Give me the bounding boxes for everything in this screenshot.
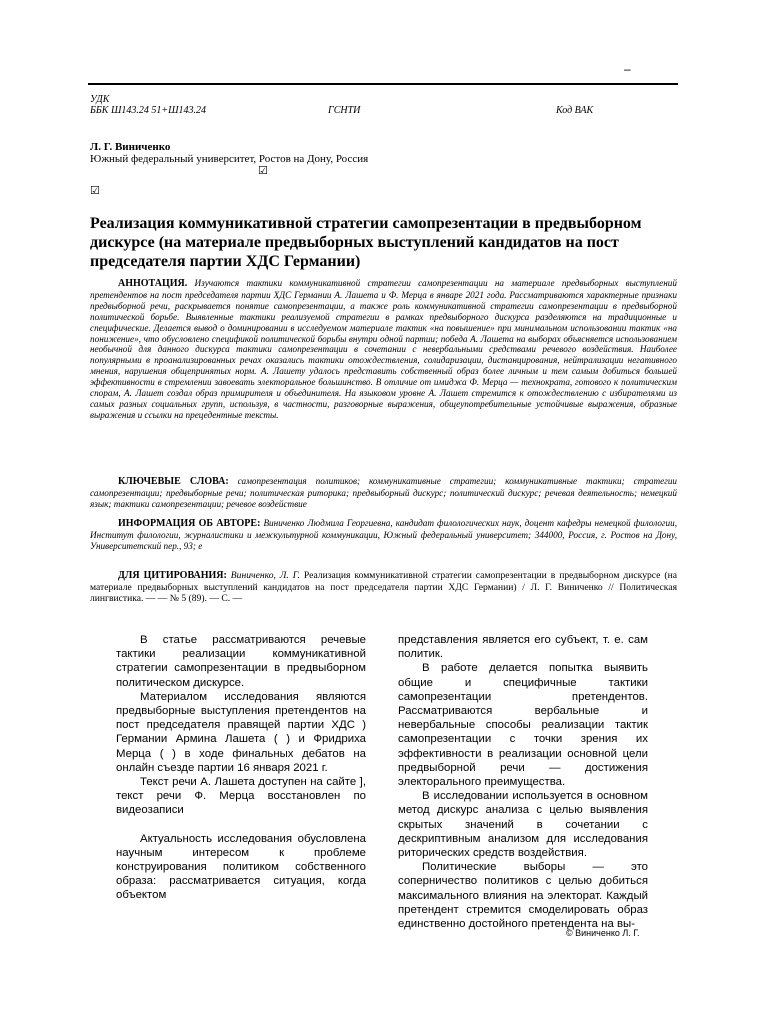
paragraph: Текст речи А. Лашета доступен на сайте ], текст речи Ф. Мерца восстановлен по видеозаписи: [116, 776, 366, 817]
paragraph: Политические выборы — это соперничество политиков с целью добиться максимального влияния на электорат. Каждый претендент стремится смоделировать образ единственно достойного претендента на вы-: [398, 861, 648, 931]
keywords-label: КЛЮЧЕВЫЕ СЛОВА:: [118, 476, 229, 487]
abstract-text: Изучаются тактики коммуникативной стратегии самопрезентации на материале предвыборных выступлений претендентов на пост председателя партии ХДС Германии А. Лашета и Ф. Мерца в январе 2021 года. Рассматриваются характерные признаки предвыборной речи, раскрывается понятие самопрезентации, а также роль коммуникативной стратегии самопрезентации в предвыборной политической борьбе. Выявленные тактики реализуемой стратегии в рамках предвыборного дискурса разделяются на традиционные и специфические. Делается вывод о доминировании в исследуемом материале тактик «на повышение» при минимальном использовании тактик «на понижение», что обусловлено спецификой политической борьбы внутри одной партии; победа А. Лашета на выборах объясняется использованием необычной для данного дискурса тактики самопрезентации в сочетании с невербальными средствами речевого воздействия. Наиболее популярными в проанализированных речах оказались тактики отождествления, солидаризации, дистанцирования, нейтрализации негативного мнения, нарушения общепринятых норм. А. Лашету удалось представить собственный образ более личным и тем самым добиться большей эффективности в стремлении завоевать электоральное большинство. В отличие от имиджа Ф. Мерца — технократа, готового к политическим спорам, А. Лашет создал образ примирителя и объединителя. На языковом уровне А. Лашет стремится к отождествлению с избирателями из самых разных социальных групп, используя, в частности, разговорные выражения, общеупотребительные устойчивые выражения, образные выражения и ссылки на прецедентные тексты.: [90, 278, 677, 420]
gsnti-label: ГСНТИ: [328, 105, 361, 116]
checkbox-icon: ☑: [90, 184, 100, 197]
keywords: [90, 476, 677, 510]
body-column-right: [398, 633, 648, 931]
keywords-text: самопрезентация политиков; коммуникативные стратегии; коммуникативные тактики; стратегии самопрезентации; предвыборные речи; политическая риторика; предвыборный дискурс; политический дискурс; речевая деятельность; немецкий язык; тактики самопрезентации; речевое воздействие: [90, 476, 678, 509]
header-dash: –: [624, 62, 631, 76]
author-name: Л. Г. Виниченко: [90, 141, 171, 153]
header-rule: [88, 83, 678, 85]
paragraph: Материалом исследования являются предвыборные выступления претендентов на пост председателя правящей партии ХДС ) Германии Армина Лашета ( ) и Фридриха Мерца ( ) в ходе финальных дебатов на онлайн съезде партии 16 января 2021 г.: [116, 690, 366, 774]
author-affiliation: Южный федеральный университет, Ростов на Дону, Россия: [90, 153, 369, 165]
citation-text: Реализация коммуникативной стратегии самопрезентации в предвыборном дискурсе (на материале предвыборных выступлений кандидатов на пост председателя партии ХДС Германии) / Л. Г. Виниченко // Политическая лингвистика. — — № 5 (89). — С. —: [90, 570, 677, 604]
article-title: Реализация коммуникативной стратегии самопрезентации в предвыборном дискурсе (на материале предвыборных выступлений кандидатов на пост председателя партии ХДС Германии): [90, 215, 642, 270]
author-info-text: Виниченко Людмила Георгиевна, кандидат филологических наук, доцент кафедры немецкой филологии, Институт филологии, журналистики и межкультурной коммуникации, Южный федеральный университет; 344000, Россия, г. Ростов на Дону, Университетский пер., 93; e: [90, 518, 677, 551]
checkbox-icon: ☑: [258, 164, 268, 177]
bbk-code: ББК Ш143.24 51+Ш143.24: [90, 105, 207, 116]
abstract-label: АННОТАЦИЯ.: [118, 278, 188, 289]
author-info-label: ИНФОРМАЦИЯ ОБ АВТОРЕ:: [118, 518, 261, 529]
citation-label: ДЛЯ ЦИТИРОВАНИЯ:: [118, 570, 227, 581]
body-column-left: [116, 633, 366, 903]
citation-author: Виниченко, Л. Г.: [230, 570, 300, 581]
paragraph: В работе делается попытка выявить общие и специфичные тактики самопрезентации претендентов. Рассматриваются вербальные и невербальные способы реализации тактик самопрезентации с точки зрения их эффективности в реализации основной цели предвыборной речи — достижения электорального преимущества.: [398, 662, 648, 789]
abstract: [90, 278, 677, 421]
paragraph: Актуальность исследования обусловлена научным интересом к проблеме конструирования политиком собственного образа: рассматривается ситуация, когда объектом: [116, 832, 366, 902]
paragraph: В статье рассматриваются речевые тактики реализации коммуникативной стратегии самопрезентации в предвыборном политическом дискурсе.: [116, 634, 366, 689]
paragraph-gap: [116, 818, 366, 832]
citation: [90, 570, 677, 605]
udk-label: УДК: [90, 94, 110, 105]
copyright: © Виниченко Л. Г.: [566, 928, 640, 938]
paragraph: представления является его субъект, т. е. сам политик.: [398, 634, 648, 661]
vak-code-label: Код ВАК: [556, 105, 594, 116]
paragraph: В исследовании используется в основном метод дискурс анализа с целью выявления скрытых значений в сочетании с дескриптивным анализом для исследования риторических средств воздействия.: [398, 790, 648, 860]
author-info: [90, 518, 677, 552]
